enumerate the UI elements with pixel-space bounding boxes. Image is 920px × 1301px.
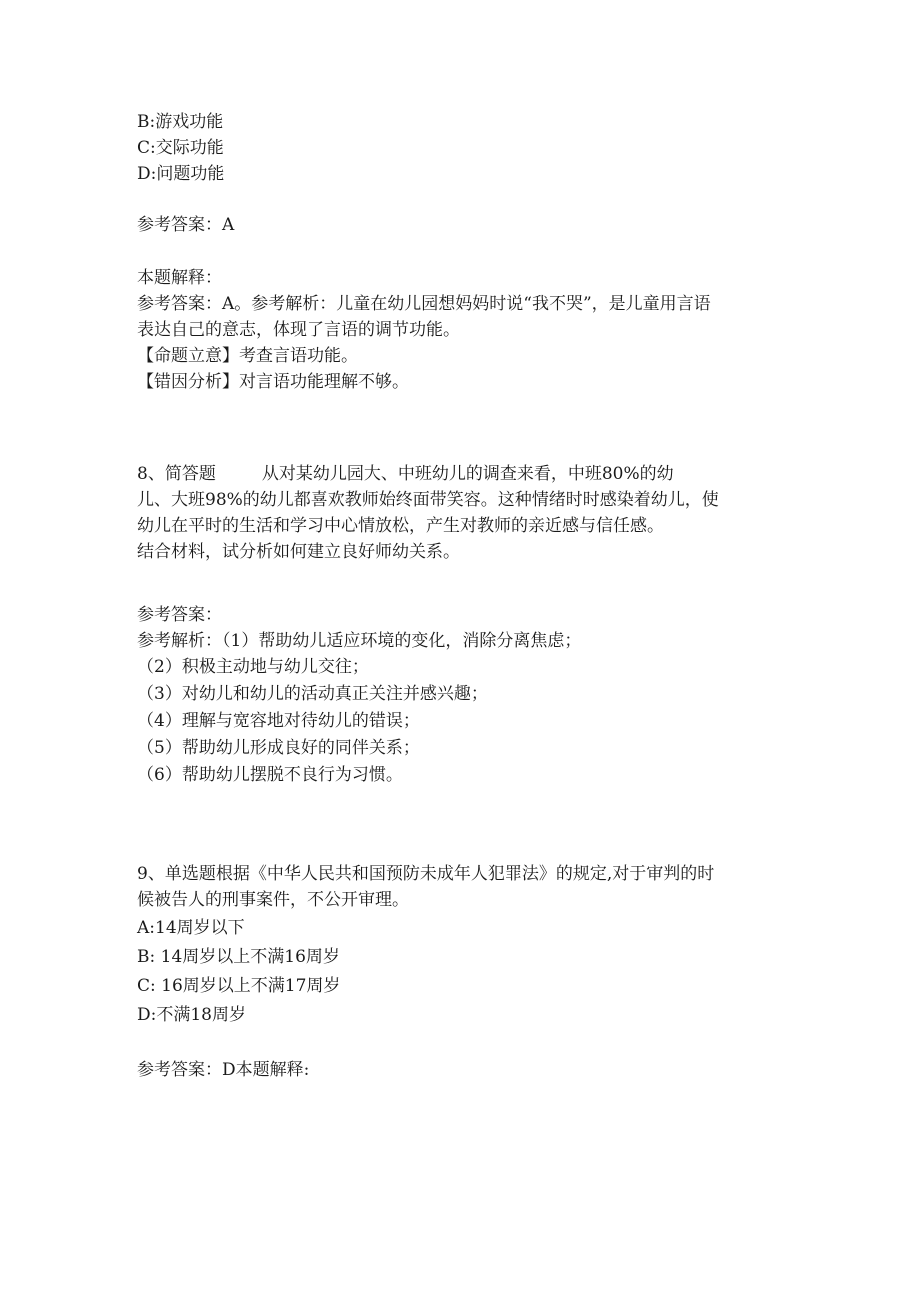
- q7-explain-line-2: 表达自己的意志，体现了言语的调节功能。: [137, 320, 460, 340]
- q9-option-c: C: 16周岁以上不满17周岁: [137, 976, 341, 996]
- q9-option-d: D:不满18周岁: [137, 1005, 246, 1025]
- q8-stem-line-4: 结合材料，试分析如何建立良好师幼关系。: [137, 542, 460, 562]
- q8-number-type: 8、简答题: [137, 464, 216, 484]
- q8-analysis-5: （5）帮助幼儿形成良好的同伴关系；: [137, 738, 420, 758]
- q7-answer: 参考答案：A: [137, 215, 235, 235]
- q7-explain-line-1: 参考答案：A。参考解析：儿童在幼儿园想妈妈时说“我不哭”，是儿童用言语: [137, 294, 711, 314]
- q8-stem-line-2: 儿、大班98%的幼儿都喜欢教师始终面带笑容。这种情绪时时感染着幼儿，使: [137, 490, 719, 510]
- q9-stem-line-2: 候被告人的刑事案件，不公开审理。: [137, 890, 409, 910]
- q8-stem-line-1: [137, 462, 674, 486]
- q7-option-c: C:交际功能: [137, 138, 224, 158]
- q7-error: 【错因分析】对言语功能理解不够。: [137, 372, 409, 392]
- q8-stem-line-3: 幼儿在平时的生活和学习中心情放松，产生对教师的亲近感与信任感。: [137, 516, 664, 536]
- q7-option-d: D:问题功能: [137, 164, 225, 184]
- q9-option-a: A:14周岁以下: [137, 918, 245, 938]
- q8-answer: 参考答案：: [137, 605, 222, 625]
- q8-analysis-6: （6）帮助幼儿摆脱不良行为习惯。: [137, 765, 403, 785]
- q9-option-b: B: 14周岁以上不满16周岁: [137, 947, 340, 967]
- q8-analysis-1: 参考解析：（1）帮助幼儿适应环境的变化，消除分离焦虑；: [137, 631, 582, 651]
- q8-analysis-4: （4）理解与宽容地对待幼儿的错误；: [137, 711, 420, 731]
- q9-answer: 参考答案：D本题解释:: [137, 1060, 310, 1080]
- q8-stem-start: 从对某幼儿园大、中班幼儿的调查来看，中班80%的幼: [261, 464, 674, 484]
- q7-point: 【命题立意】考查言语功能。: [137, 346, 358, 366]
- q8-analysis-3: （3）对幼儿和幼儿的活动真正关注并感兴趣；: [137, 684, 488, 704]
- q7-explain-title: 本题解释：: [137, 268, 222, 288]
- q9-stem-line-1: 9、单选题根据《中华人民共和国预防未成年人犯罪法》的规定,对于审判的时: [137, 864, 715, 884]
- q8-analysis-2: （2）积极主动地与幼儿交往；: [137, 657, 369, 677]
- q7-option-b: B:游戏功能: [137, 112, 224, 132]
